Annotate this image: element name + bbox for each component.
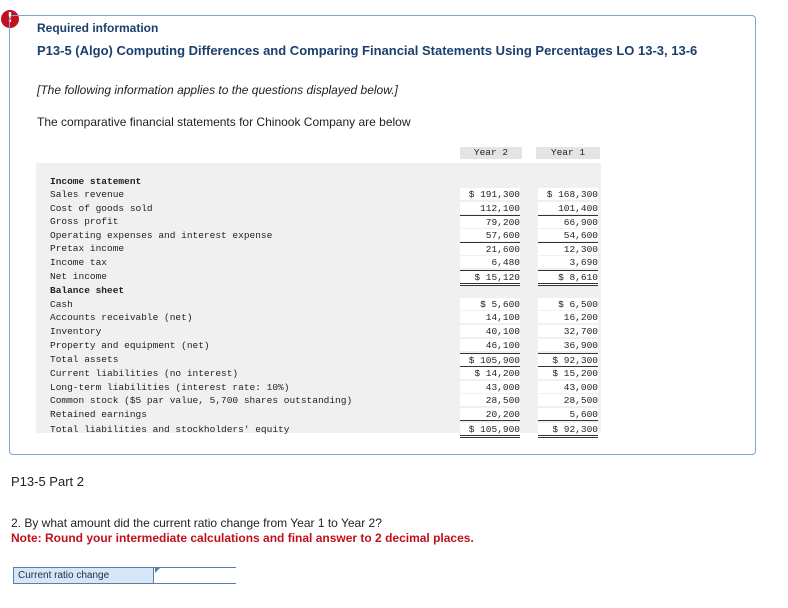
year-2-value: $ 14,200 bbox=[460, 367, 520, 379]
table-row bbox=[36, 311, 601, 324]
table-row bbox=[36, 394, 601, 407]
rounding-note: Note: Round your intermediate calculations and final answer to 2 decimal places. bbox=[11, 531, 474, 545]
row-label: Long-term liabilities (interest rate: 10%) bbox=[50, 382, 290, 393]
year-1-value: $ 168,300 bbox=[538, 188, 598, 200]
year-2-value: $ 105,900 bbox=[460, 423, 520, 438]
row-label: Income statement bbox=[50, 176, 142, 187]
table-row bbox=[36, 256, 601, 269]
problem-title: P13-5 (Algo) Computing Differences and Comparing Financial Statements Using Percentages LO 13-3, 13-6 bbox=[37, 43, 698, 58]
year-2-value: 43,000 bbox=[460, 381, 520, 393]
table-row bbox=[36, 270, 601, 283]
table-row bbox=[36, 284, 601, 297]
year-2-value: 57,600 bbox=[460, 229, 520, 241]
year-1-value: 43,000 bbox=[538, 381, 598, 393]
row-label: Accounts receivable (net) bbox=[50, 312, 193, 323]
row-label: Gross profit bbox=[50, 216, 119, 227]
table-row bbox=[36, 353, 601, 366]
row-label: Pretax income bbox=[50, 243, 125, 254]
row-label: Net income bbox=[50, 271, 108, 282]
table-row bbox=[36, 242, 601, 255]
row-label: Total assets bbox=[50, 354, 119, 365]
table-row bbox=[36, 202, 601, 215]
year-2-value: 79,200 bbox=[460, 215, 520, 228]
year-1-value: 3,690 bbox=[538, 256, 598, 268]
year-1-value: $ 8,610 bbox=[538, 270, 598, 286]
year-1-value: 32,700 bbox=[538, 325, 598, 337]
answer-label: Current ratio change bbox=[14, 568, 154, 583]
column-header-year-1: Year 1 bbox=[536, 147, 600, 159]
answer-row bbox=[13, 567, 236, 584]
row-label: Sales revenue bbox=[50, 189, 125, 200]
table-row bbox=[36, 381, 601, 394]
table-row bbox=[36, 367, 601, 380]
column-header-year-2: Year 2 bbox=[460, 147, 522, 159]
row-label: Income tax bbox=[50, 257, 108, 268]
table-row bbox=[36, 175, 601, 188]
year-2-value: 112,100 bbox=[460, 202, 520, 214]
current-ratio-change-input[interactable] bbox=[155, 568, 241, 583]
year-1-value: 12,300 bbox=[538, 242, 598, 255]
row-label: Cash bbox=[50, 299, 73, 310]
year-1-value: 36,900 bbox=[538, 339, 598, 351]
row-label: Common stock ($5 par value, 5,700 shares outstanding) bbox=[50, 395, 353, 406]
table-row bbox=[36, 408, 601, 421]
year-1-value: $ 92,300 bbox=[538, 423, 598, 438]
year-2-value: 46,100 bbox=[460, 339, 520, 351]
row-label: Retained earnings bbox=[50, 409, 147, 420]
question-text: 2. By what amount did the current ratio change from Year 1 to Year 2? bbox=[11, 516, 382, 530]
table-row bbox=[36, 229, 601, 242]
year-1-value: 5,600 bbox=[538, 408, 598, 421]
year-1-value: 101,400 bbox=[538, 202, 598, 214]
table-row bbox=[36, 298, 601, 311]
year-1-value: 28,500 bbox=[538, 394, 598, 406]
year-1-value: 54,600 bbox=[538, 229, 598, 241]
year-1-value: $ 6,500 bbox=[538, 298, 598, 310]
year-2-value: 6,480 bbox=[460, 256, 520, 268]
applies-note: [The following information applies to the questions displayed below.] bbox=[37, 83, 398, 97]
row-label: Total liabilities and stockholders' equity bbox=[50, 424, 290, 435]
year-2-value: 40,100 bbox=[460, 325, 520, 337]
alert-icon: ! bbox=[1, 10, 19, 28]
year-2-value: 20,200 bbox=[460, 408, 520, 421]
table-row bbox=[36, 423, 601, 436]
table-row bbox=[36, 215, 601, 228]
year-1-value: $ 92,300 bbox=[538, 353, 598, 369]
year-2-value: $ 5,600 bbox=[460, 298, 520, 310]
year-2-value: 21,600 bbox=[460, 242, 520, 255]
table-row bbox=[36, 188, 601, 201]
year-1-value: 66,900 bbox=[538, 215, 598, 228]
year-2-value: 28,500 bbox=[460, 394, 520, 406]
table-row bbox=[36, 325, 601, 338]
row-label: Operating expenses and interest expense bbox=[50, 230, 273, 241]
year-1-value: $ 15,200 bbox=[538, 367, 598, 379]
year-2-value: 14,100 bbox=[460, 311, 520, 323]
year-2-value: $ 191,300 bbox=[460, 188, 520, 200]
financial-statements-table bbox=[36, 143, 601, 433]
statement-intro: The comparative financial statements for Chinook Company are below bbox=[37, 115, 411, 129]
year-2-value: $ 105,900 bbox=[460, 353, 520, 369]
row-label: Inventory bbox=[50, 326, 102, 337]
row-label: Current liabilities (no interest) bbox=[50, 368, 239, 379]
row-label: Cost of goods sold bbox=[50, 203, 153, 214]
row-label: Balance sheet bbox=[50, 285, 125, 296]
row-label: Property and equipment (net) bbox=[50, 340, 210, 351]
year-2-value: $ 15,120 bbox=[460, 270, 520, 286]
part-heading: P13-5 Part 2 bbox=[11, 474, 84, 489]
required-information-label: Required information bbox=[37, 21, 159, 35]
input-flag-icon bbox=[155, 568, 160, 573]
year-1-value: 16,200 bbox=[538, 311, 598, 323]
table-row bbox=[36, 339, 601, 352]
